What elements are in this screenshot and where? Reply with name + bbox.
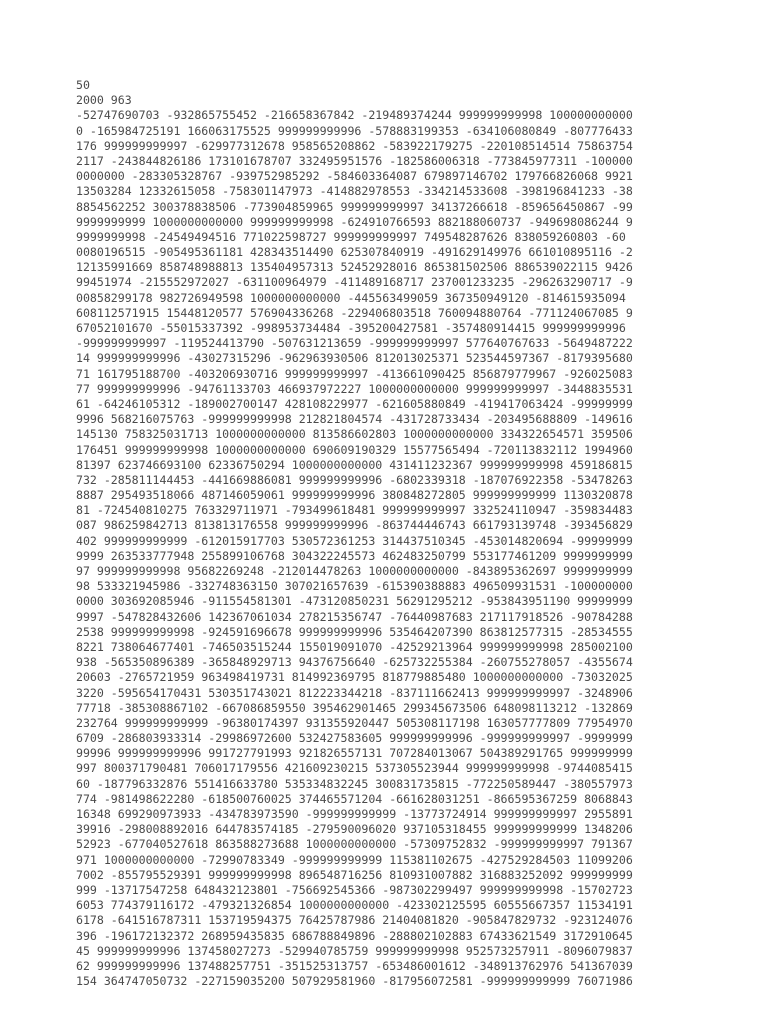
text-line: 67052101670 -55015337392 -998953734484 -395200427581 -357480914415 999999999996 bbox=[76, 321, 626, 335]
text-line: 98 533321945986 -332748363150 307021657639 -615390388883 496509931531 -100000000 bbox=[76, 579, 633, 594]
text-line: 971 1000000000000 -72990783349 -999999999999 115381102675 -427529284503 11099206 bbox=[76, 852, 633, 867]
text-line: 12135991669 858748988813 135404957313 52452928016 865381502506 886539022115 9426 bbox=[76, 260, 633, 275]
text-line: 997 800371790481 706017179556 421609230215 537305523944 999999999998 -9744085415 bbox=[76, 761, 633, 776]
text-line: 0 -165984725191 166063175525 999999999996 -578883199353 -634106080849 -807776433 bbox=[76, 123, 633, 138]
text-line: 45 999999999996 137458027273 -529940785759 999999999998 952573257911 -8096079837 bbox=[76, 943, 633, 958]
text-line: 8221 738064677401 -746503515244 155019091070 -42529213964 999999999998 285002100 bbox=[76, 639, 633, 654]
text-line: 7002 -855795529391 999999999998 896548716256 810931007882 316883252092 999999999 bbox=[76, 867, 633, 882]
text-line: 8854562252 300378838506 -773904859965 999999999997 34137266618 -859656450867 -99 bbox=[76, 199, 633, 214]
text-line: 6053 774379116172 -479321326854 1000000000000 -423302125595 60555667357 11534191 bbox=[76, 898, 633, 913]
text-line: 61 -64246105312 -189002700147 428108229977 -621605880849 -419417063424 -99999999 bbox=[76, 396, 633, 411]
text-line: 402 999999999999 -612015917703 530572361253 314437510345 -453014820694 -99999999 bbox=[76, 533, 633, 548]
text-line: 60 -187796332876 551416633780 535334832245 300831735815 -772250589447 -380557973 bbox=[76, 776, 633, 791]
text-line: 0000000 -283305328767 -939752985292 -584603364087 679897146702 179766826068 9921 bbox=[76, 169, 633, 184]
text-line: 9999999999 1000000000000 999999999998 -624910766593 882188060737 -949698086244 9 bbox=[76, 214, 633, 229]
text-line: 99996 999999999996 991727791993 921826557131 707284013067 504389291765 999999999 bbox=[76, 746, 633, 761]
text-line: 00858299178 982726949598 1000000000000 -445563499059 367350949120 -814615935094 bbox=[76, 290, 626, 305]
text-line: 9996 568216075763 -999999999998 212821804574 -431728733434 -203495688809 -149616 bbox=[76, 412, 633, 427]
text-line: 396 -196172132372 268959435835 686788849896 -288802102883 67433621549 3172910645 bbox=[76, 928, 633, 943]
text-line: 81 -724540810275 763329711971 -793499618481 999999999997 332524110947 -359834483 bbox=[76, 503, 633, 518]
text-line: 6178 -641516787311 153719594375 76425787986 21404081820 -905847829732 -923124076 bbox=[76, 913, 633, 928]
text-line: 2117 -243844826186 173101678707 332495951576 -182586006318 -773845977311 -100000 bbox=[76, 153, 633, 168]
text-line: -52747690703 -932865755452 -216658367842 -219489374244 999999999998 100000000000 bbox=[76, 108, 633, 123]
text-line: 52923 -677040527618 863588273688 1000000000000 -57309752832 -999999999997 791367 bbox=[76, 837, 633, 852]
text-line: 732 -285811144453 -441669886081 999999999996 -6802339318 -187076922358 -53478263 bbox=[76, 472, 633, 487]
text-line: 938 -565350896389 -365848929713 94376756640 -625732255384 -260755278057 -4355674 bbox=[76, 655, 633, 670]
text-line: 50 bbox=[76, 78, 90, 92]
text-line: 145130 758325031713 1000000000000 813586602803 1000000000000 334322654571 359506 bbox=[76, 427, 633, 442]
text-line: 81397 623746693100 62336750294 1000000000000 431411232367 999999999998 459186815 bbox=[76, 457, 633, 472]
text-line: 3220 -595654170431 530351743021 812223344218 -837111662413 999999999997 -3248906 bbox=[76, 685, 633, 700]
text-line: 14 999999999996 -43027315296 -962963930506 812013025371 523544597367 -8179395680 bbox=[76, 351, 633, 366]
text-line: 62 999999999996 137488257751 -351525313757 -653486001612 -348913762976 541367039 bbox=[76, 958, 633, 973]
text-line: 176 999999999997 -629977312678 958565208862 -583922179275 -220108514514 75863754 bbox=[76, 138, 633, 153]
text-line: 8887 295493518066 487146059061 999999999996 380848272805 999999999999 1130320878 bbox=[76, 488, 633, 503]
text-line: 13503284 12332615058 -758301147973 -414882978553 -334214533608 -398196841233 -38 bbox=[76, 184, 633, 199]
text-line: 2000 963 bbox=[76, 93, 132, 108]
text-line: 0000 303692085946 -911554581301 -473120850231 56291295212 -953843951190 99999999 bbox=[76, 594, 633, 609]
text-line: 0080196515 -905495361181 428343514490 625307840919 -491629149976 661010895116 -2 bbox=[76, 245, 633, 260]
text-line: 9997 -547828432606 142367061034 278215356747 -76440987683 217117918526 -90784288 bbox=[76, 609, 633, 624]
text-line: 16348 699290973933 -434783973590 -999999999999 -13773724914 999999999997 2955891 bbox=[76, 807, 633, 821]
text-line: 9999 263533777948 255899106768 304322245573 462483250799 553177461209 9999999999 bbox=[76, 548, 633, 563]
text-line: 77 999999999996 -94761133703 466937972227 1000000000000 999999999997 -3448835531 bbox=[76, 381, 633, 396]
text-line: 99451974 -215552972027 -631100964979 -411489168717 237001233235 -296263290717 -9 bbox=[76, 275, 633, 290]
text-line: 20603 -2765721959 963498419731 814992369795 818779885480 1000000000000 -73032025 bbox=[76, 670, 633, 685]
text-line: 232764 999999999999 -96380174397 931355920447 505308117198 163057777809 77954970 bbox=[76, 715, 633, 730]
text-line: 154 364747050732 -227159035200 507929581960 -817956072581 -999999999999 76071986 bbox=[76, 974, 633, 989]
text-line: 77718 -385308867102 -667086859550 395462901465 299345673506 648098113212 -132869 bbox=[76, 700, 633, 715]
document-text bbox=[76, 78, 633, 989]
text-line: 2538 999999999998 -924591696678 999999999996 535464207390 863812577315 -28534555 bbox=[76, 624, 633, 639]
text-line: 6709 -286803933314 -29986972600 532427583605 999999999996 -999999999997 -9999999 bbox=[76, 731, 633, 746]
text-line: 97 999999999998 95682269248 -212014478263 1000000000000 -843895362697 9999999999 bbox=[76, 564, 633, 578]
text-line: 9999999998 -24549494516 771022598727 999999999997 749548287626 838059260803 -60 bbox=[76, 229, 626, 244]
text-line: -999999999997 -119524413790 -507631213659 -999999999997 577640767633 -5649487222 bbox=[76, 336, 633, 351]
text-line: 774 -981498622280 -618500760025 374465571204 -661628031251 -866595367259 8068843 bbox=[76, 791, 633, 806]
text-line: 71 161795188700 -403206930716 999999999997 -413661090425 856879779967 -926025083 bbox=[76, 366, 633, 381]
text-line: 176451 999999999998 1000000000000 690609190329 15577565494 -720113832112 1994960 bbox=[76, 442, 633, 457]
text-line: 999 -13717547258 648432123801 -756692545366 -987302299497 999999999998 -15702723 bbox=[76, 882, 633, 897]
text-line: 608112571915 15448120577 576904336268 -229406803518 760094880764 -771124067085 9 bbox=[76, 305, 633, 320]
text-line: 087 986259842713 813813176558 999999999996 -863744446743 661793139748 -393456829 bbox=[76, 518, 633, 533]
text-line: 39916 -298008892016 644783574185 -279590096020 937105318455 999999999999 1348206 bbox=[76, 822, 633, 837]
